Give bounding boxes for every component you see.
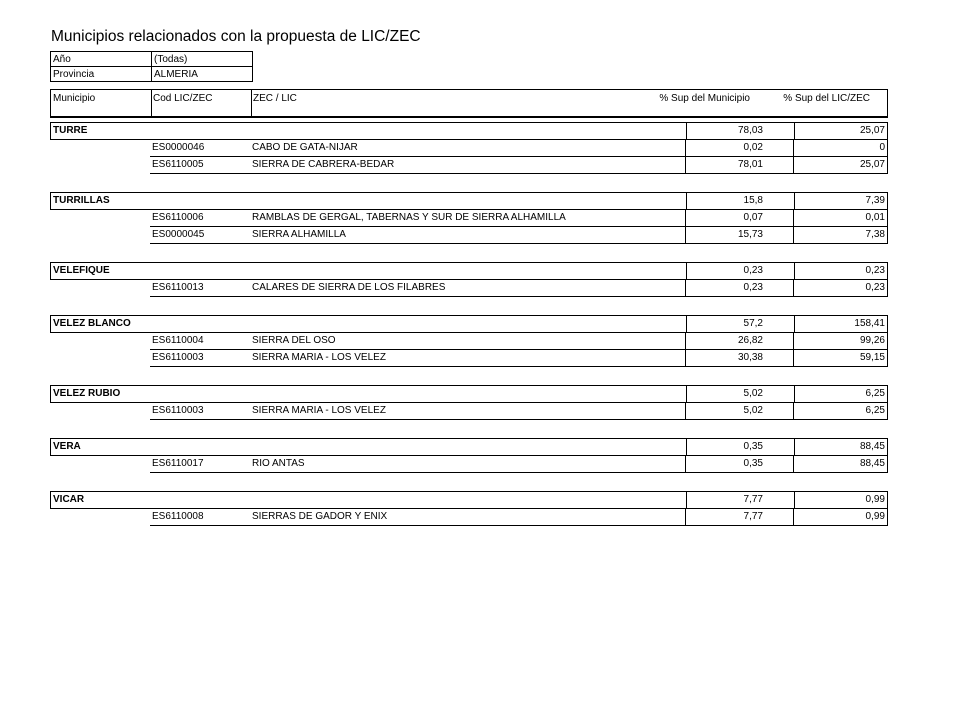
column-divider xyxy=(685,210,686,226)
table-row[interactable] xyxy=(150,333,888,350)
cod-lic-cell: ES6110005 xyxy=(152,159,204,170)
column-divider xyxy=(793,140,794,156)
group-spacer xyxy=(50,174,888,192)
column-divider xyxy=(686,193,687,209)
column-header-municipio[interactable]: Municipio xyxy=(53,93,96,104)
report-title: Municipios relacionados con la propuesta de LIC/ZEC xyxy=(51,28,421,45)
group-row[interactable] xyxy=(50,315,888,333)
column-divider xyxy=(793,227,794,243)
header-row xyxy=(50,89,888,118)
cod-lic-cell: ES6110006 xyxy=(152,212,204,223)
filter-value-year[interactable]: (Todas) xyxy=(152,52,253,67)
cod-lic-cell: ES6110003 xyxy=(152,352,204,363)
column-divider xyxy=(794,123,795,139)
group-spacer xyxy=(50,473,888,491)
table-row[interactable] xyxy=(150,210,888,227)
group-row[interactable] xyxy=(50,438,888,456)
group-spacer xyxy=(50,297,888,315)
table-row[interactable] xyxy=(150,280,888,297)
zec-name-cell: SIERRA DEL OSO xyxy=(252,335,336,346)
column-divider xyxy=(793,210,794,226)
column-divider xyxy=(685,140,686,156)
column-divider xyxy=(686,386,687,402)
cod-lic-cell: ES6110004 xyxy=(152,335,204,346)
column-divider xyxy=(794,316,795,332)
column-divider xyxy=(686,263,687,279)
municipio-name: VELEZ BLANCO xyxy=(53,318,131,329)
sup-municipio-cell: 26,82 xyxy=(737,335,763,346)
sup-lic-cell: 99,26 xyxy=(859,335,885,346)
column-divider xyxy=(685,280,686,296)
cod-lic-cell: ES0000045 xyxy=(152,229,205,240)
column-divider xyxy=(794,386,795,402)
column-divider xyxy=(686,316,687,332)
column-divider xyxy=(685,350,686,366)
zec-name-cell: RAMBLAS DE GERGAL, TABERNAS Y SUR DE SIERRA ALHAMILLA xyxy=(252,212,566,223)
column-divider xyxy=(251,90,252,116)
municipio-name: TURRILLAS xyxy=(53,195,110,206)
cod-lic-cell: ES6110008 xyxy=(152,511,204,522)
group-row[interactable] xyxy=(50,192,888,210)
sup-municipio-cell: 0,07 xyxy=(743,212,763,223)
zec-name-cell: SIERRA MARIA - LOS VELEZ xyxy=(252,405,386,416)
column-divider xyxy=(686,123,687,139)
cod-lic-cell: ES0000046 xyxy=(152,142,205,153)
column-header-zec[interactable]: ZEC / LIC xyxy=(253,93,297,104)
sup-municipio-total: 5,02 xyxy=(743,388,763,399)
group-row[interactable] xyxy=(50,385,888,403)
table-row[interactable] xyxy=(150,456,888,473)
sup-municipio-cell: 0,23 xyxy=(743,282,763,293)
zec-name-cell: CABO DE GATA-NIJAR xyxy=(252,142,358,153)
column-divider xyxy=(793,403,794,419)
column-divider xyxy=(793,456,794,472)
cod-lic-cell: ES6110013 xyxy=(152,282,204,293)
group-row[interactable] xyxy=(50,122,888,140)
sup-lic-total: 158,41 xyxy=(854,318,885,329)
sup-municipio-cell: 0,02 xyxy=(743,142,763,153)
zec-name-cell: SIERRA DE CABRERA-BEDAR xyxy=(252,159,395,170)
column-divider xyxy=(685,509,686,525)
zec-name-cell: SIERRA MARIA - LOS VELEZ xyxy=(252,352,386,363)
sup-municipio-total: 7,77 xyxy=(743,494,763,505)
sup-lic-cell: 0,01 xyxy=(865,212,885,223)
sup-lic-cell: 25,07 xyxy=(859,159,885,170)
column-divider xyxy=(685,456,686,472)
sup-municipio-cell: 0,35 xyxy=(743,458,763,469)
column-divider xyxy=(685,157,686,173)
filter-row-province xyxy=(51,67,253,82)
zec-name-cell: SIERRAS DE GADOR Y ENIX xyxy=(252,511,388,522)
group-row[interactable] xyxy=(50,491,888,509)
sup-lic-total: 0,99 xyxy=(865,494,885,505)
sup-lic-total: 88,45 xyxy=(859,441,885,452)
column-divider xyxy=(794,193,795,209)
municipio-name: VERA xyxy=(53,441,81,452)
column-divider xyxy=(794,492,795,508)
column-divider xyxy=(793,509,794,525)
sup-municipio-total: 0,23 xyxy=(743,265,763,276)
municipio-name: VELEZ RUBIO xyxy=(53,388,121,399)
sup-lic-cell: 0 xyxy=(879,142,885,153)
filter-value-province[interactable]: ALMERIA xyxy=(152,67,253,82)
sup-lic-total: 0,23 xyxy=(865,265,885,276)
municipio-name: TURRE xyxy=(53,125,88,136)
cod-lic-cell: ES6110003 xyxy=(152,405,204,416)
column-divider xyxy=(686,439,687,455)
table-row[interactable] xyxy=(150,350,888,367)
sup-municipio-cell: 7,77 xyxy=(743,511,763,522)
column-header-sup-municipio[interactable]: % Sup del Municipio xyxy=(659,93,750,104)
column-divider xyxy=(685,403,686,419)
sup-lic-cell: 6,25 xyxy=(865,405,885,416)
sup-municipio-total: 15,8 xyxy=(743,195,763,206)
group-spacer xyxy=(50,244,888,262)
sup-lic-cell: 59,15 xyxy=(859,352,885,363)
group-row[interactable] xyxy=(50,262,888,280)
zec-name-cell: RIO ANTAS xyxy=(252,458,305,469)
column-divider xyxy=(794,439,795,455)
zec-name-cell: SIERRA ALHAMILLA xyxy=(252,229,346,240)
zec-name-cell: CALARES DE SIERRA DE LOS FILABRES xyxy=(252,282,446,293)
sup-lic-cell: 88,45 xyxy=(859,458,885,469)
municipio-name: VELEFIQUE xyxy=(53,265,110,276)
sup-municipio-cell: 30,38 xyxy=(737,352,763,363)
column-divider xyxy=(686,492,687,508)
table-row[interactable] xyxy=(150,403,888,420)
sup-lic-cell: 0,99 xyxy=(865,511,885,522)
filter-row-year xyxy=(51,52,253,67)
table-row[interactable] xyxy=(150,227,888,244)
column-divider xyxy=(794,263,795,279)
group-spacer xyxy=(50,420,888,438)
column-header-sup-lic[interactable]: % Sup del LIC/ZEC xyxy=(783,93,870,104)
group-spacer xyxy=(50,367,888,385)
sup-municipio-total: 57,2 xyxy=(743,318,763,329)
column-divider xyxy=(793,157,794,173)
sup-municipio-cell: 15,73 xyxy=(737,229,763,240)
column-header-cod[interactable]: Cod LIC/ZEC xyxy=(153,93,213,104)
sup-lic-cell: 7,38 xyxy=(865,229,885,240)
filter-label: Provincia xyxy=(51,67,152,82)
filter-table xyxy=(50,51,253,82)
column-divider xyxy=(685,333,686,349)
column-divider xyxy=(685,227,686,243)
table-row[interactable] xyxy=(150,509,888,526)
sup-municipio-cell: 78,01 xyxy=(737,159,763,170)
table-row[interactable] xyxy=(150,140,888,157)
sup-municipio-total: 0,35 xyxy=(743,441,763,452)
sup-municipio-cell: 5,02 xyxy=(743,405,763,416)
sup-lic-total: 7,39 xyxy=(865,195,885,206)
filter-label: Año xyxy=(51,52,152,67)
table-row[interactable] xyxy=(150,157,888,174)
sup-lic-total: 25,07 xyxy=(859,125,885,136)
sup-lic-cell: 0,23 xyxy=(865,282,885,293)
sup-lic-total: 6,25 xyxy=(865,388,885,399)
report-table xyxy=(50,89,888,526)
municipio-name: VICAR xyxy=(53,494,85,505)
sup-municipio-total: 78,03 xyxy=(737,125,763,136)
column-divider xyxy=(793,350,794,366)
column-divider xyxy=(151,90,152,116)
column-divider xyxy=(793,333,794,349)
column-divider xyxy=(793,280,794,296)
cod-lic-cell: ES6110017 xyxy=(152,458,204,469)
